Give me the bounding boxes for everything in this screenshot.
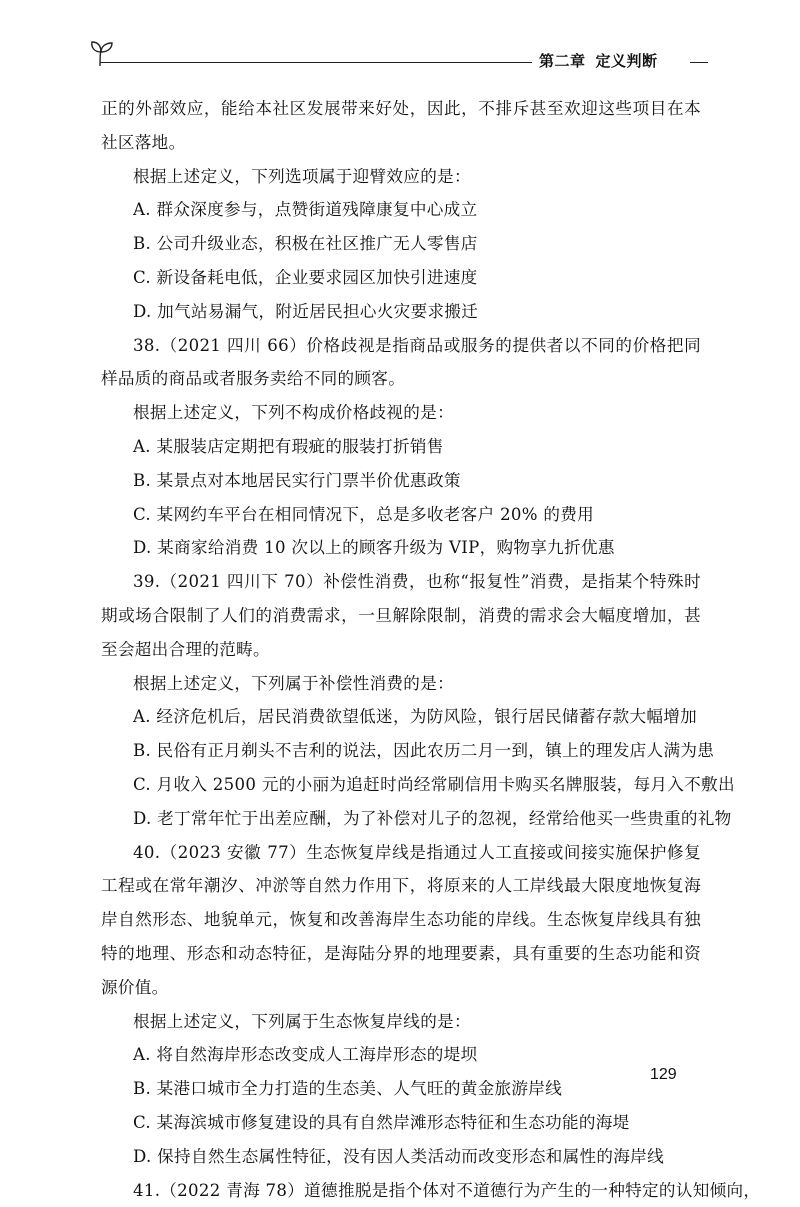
q38-stem: 38.（2021 四川 66）价格歧视是指商品或服务的提供者以不同的价格把同样品质的商品或者服务卖给不同的顾客。 — [101, 329, 701, 397]
q39-option-c: C. 月收入 2500 元的小丽为追赶时尚经常刷信用卡购买名牌服装，每月入不敷出 — [101, 768, 701, 802]
q38-option-c: C. 某网约车平台在相同情况下，总是多收老客户 20% 的费用 — [101, 498, 701, 532]
q39-option-d: D. 老丁常年忙于出差应酬，为了补偿对儿子的忽视，经常给他买一些贵重的礼物 — [101, 802, 701, 836]
q39-prompt: 根据上述定义，下列属于补偿性消费的是： — [101, 667, 701, 701]
header-rule-right — [690, 62, 708, 63]
q39-option-a: A. 经济危机后，居民消费欲望低迷，为防风险，银行居民储蓄存款大幅增加 — [101, 700, 701, 734]
q41-stem-start: 41.（2022 青海 78）道德推脱是指个体对不道德行为产生的一种特定的认知倾向， — [101, 1174, 701, 1207]
page-body — [101, 92, 701, 1207]
q39-option-b: B. 民俗有正月剃头不吉利的说法，因此农历二月一到，镇上的理发店人满为患 — [101, 734, 701, 768]
q37-option-c: C. 新设备耗电低，企业要求园区加快引进速度 — [101, 261, 701, 295]
paragraph-continuation: 正的外部效应，能给本社区发展带来好处，因此，不排斥甚至欢迎这些项目在本社区落地。 — [101, 92, 701, 160]
q37-prompt: 根据上述定义，下列选项属于迎臂效应的是： — [101, 160, 701, 194]
q40-option-c: C. 某海滨城市修复建设的具有自然岸滩形态特征和生态功能的海堤 — [101, 1106, 701, 1140]
q40-option-a: A. 将自然海岸形态改变成人工海岸形态的堤坝 — [101, 1038, 701, 1072]
chapter-title — [539, 50, 668, 71]
running-header — [88, 40, 708, 80]
q37-option-b: B. 公司升级业态，积极在社区推广无人零售店 — [101, 227, 701, 261]
q40-prompt: 根据上述定义，下列属于生态恢复岸线的是： — [101, 1005, 701, 1039]
q38-option-b: B. 某景点对本地居民实行门票半价优惠政策 — [101, 464, 701, 498]
page-number: 129 — [650, 1066, 677, 1084]
q37-option-d: D. 加气站易漏气，附近居民担心火灾要求搬迁 — [101, 295, 701, 329]
q38-option-d: D. 某商家给消费 10 次以上的顾客升级为 VIP，购物享九折优惠 — [101, 531, 701, 565]
q39-stem: 39.（2021 四川下 70）补偿性消费，也称“报复性”消费，是指某个特殊时期或场合限制了人们的消费需求，一旦解除限制，消费的需求会大幅度增加，甚至会超出合理的范畴。 — [101, 565, 701, 666]
q38-prompt: 根据上述定义，下列不构成价格歧视的是： — [101, 396, 701, 430]
header-rule-left — [100, 62, 532, 63]
q37-option-a: A. 群众深度参与，点赞街道残障康复中心成立 — [101, 193, 701, 227]
sprout-leaf-icon — [88, 40, 122, 70]
q40-option-b: B. 某港口城市全力打造的生态美、人气旺的黄金旅游岸线 — [101, 1072, 701, 1106]
q38-option-a: A. 某服装店定期把有瑕疵的服装打折销售 — [101, 430, 701, 464]
chapter-label: 第二章 — [539, 52, 586, 70]
section-label: 定义判断 — [596, 52, 658, 70]
q40-option-d: D. 保持自然生态属性特征，没有因人类活动而改变形态和属性的海岸线 — [101, 1140, 701, 1174]
q40-stem: 40.（2023 安徽 77）生态恢复岸线是指通过人工直接或间接实施保护修复工程或在常年潮汐、冲淤等自然力作用下，将原来的人工岸线最大限度地恢复海岸自然形态、地貌单元，恢复和改善海岸生态功能的岸线。生态恢复岸线具有独特的地理、形态和动态特征，是海陆分界的地理要素，具有重要的生态功能和资源价值。 — [101, 836, 701, 1005]
